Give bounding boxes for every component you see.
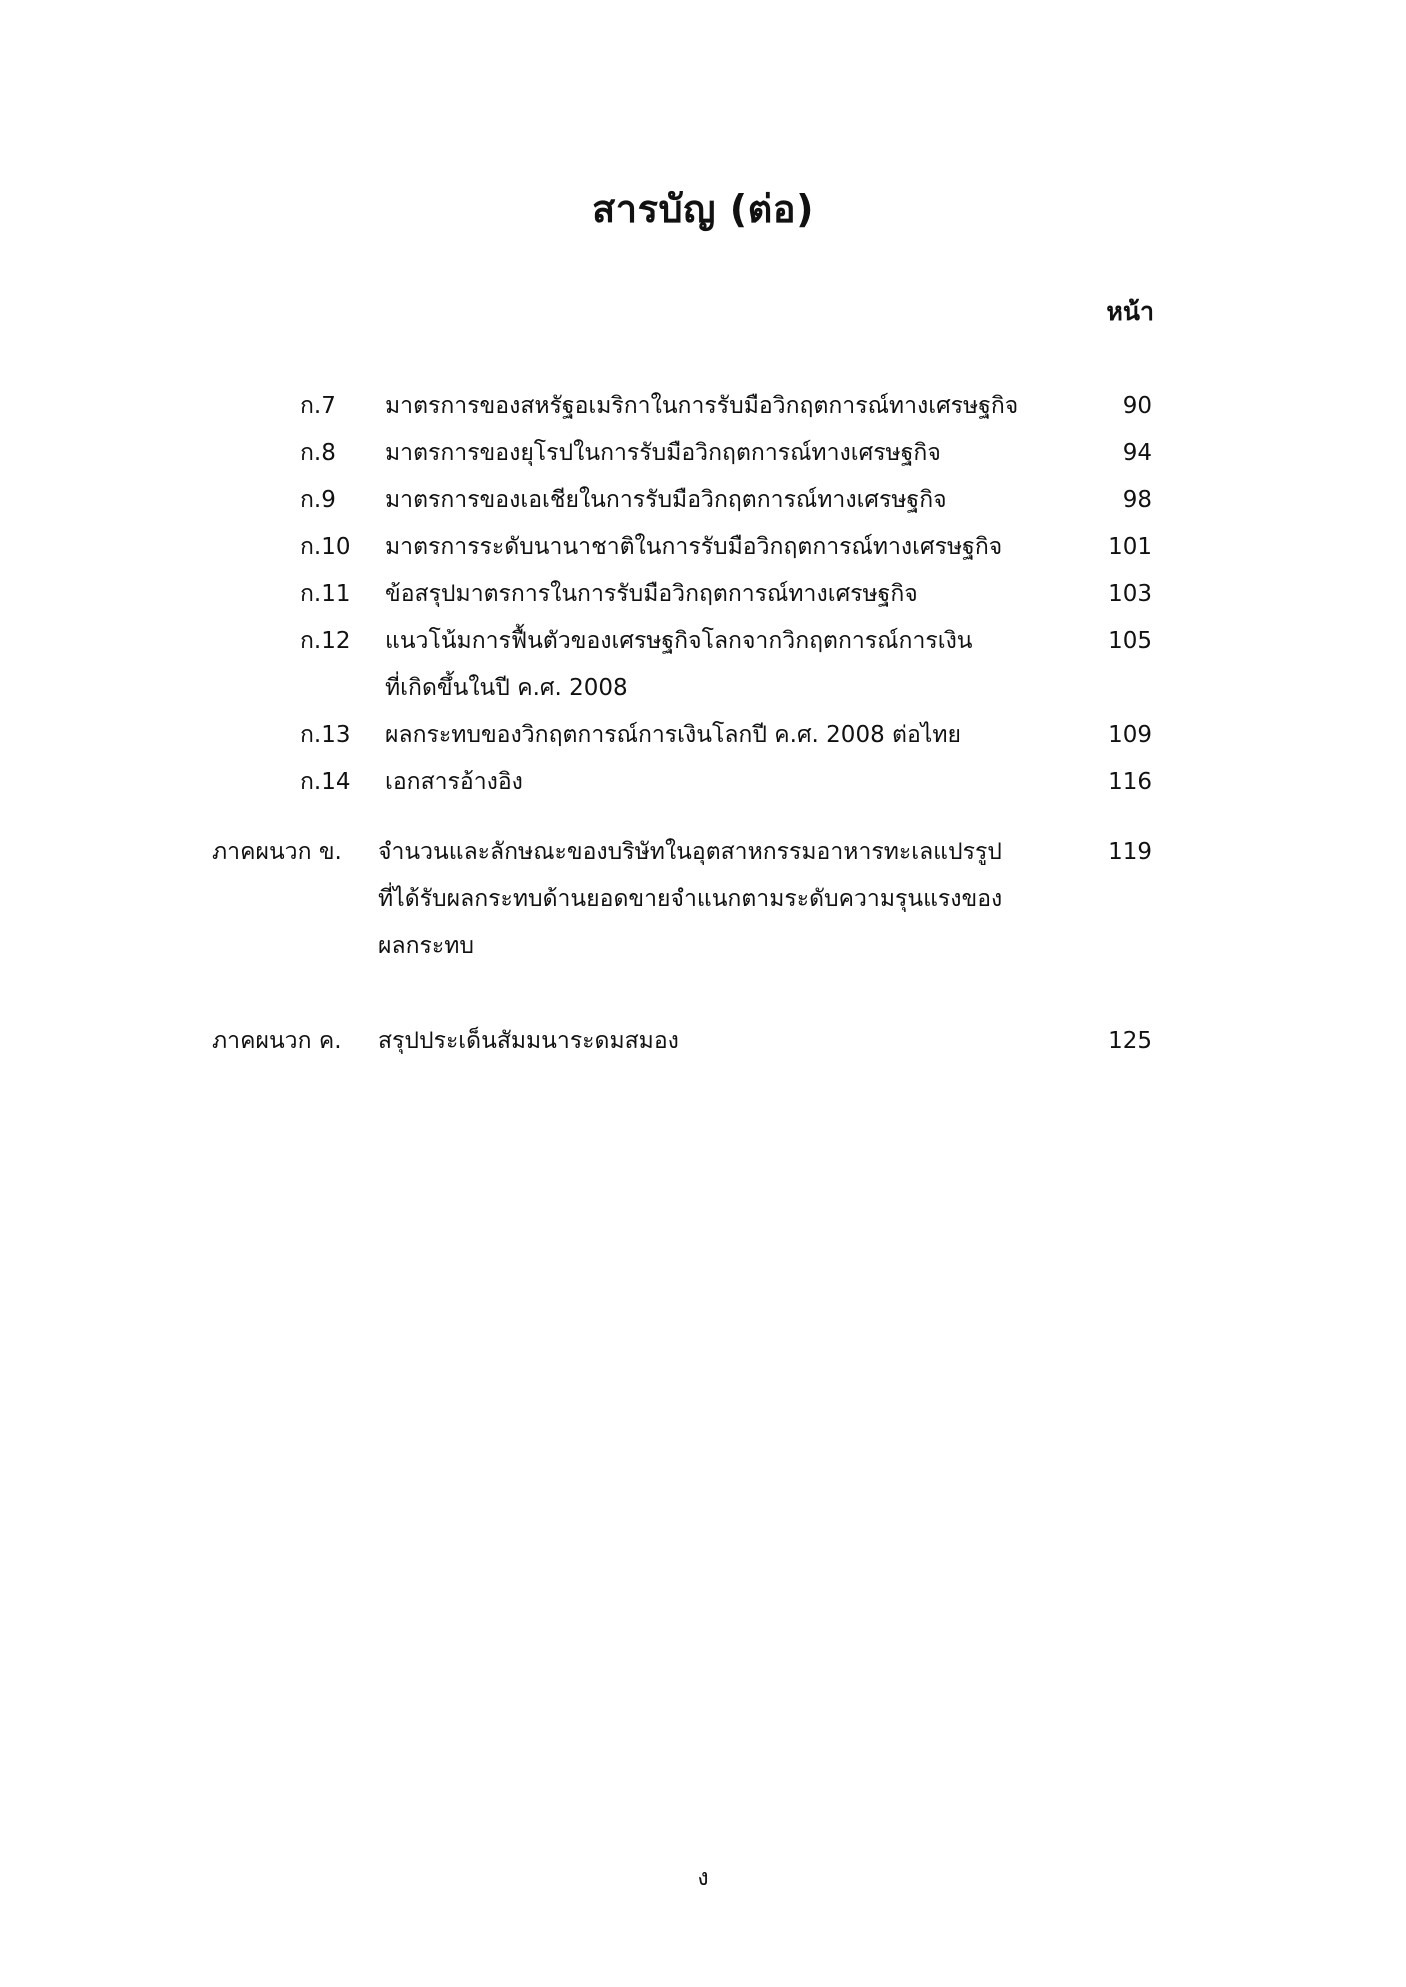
toc-entry-label: ก.10: [300, 534, 351, 560]
toc-entry-label: ก.13: [300, 722, 351, 748]
toc-entry: [0, 618, 1406, 712]
appendix-title-line: จำนวนและลักษณะของบริษัทในอุตสาหกรรมอาหารทะเลแปรรูป: [378, 839, 1002, 865]
toc-entry-label: ก.9: [300, 487, 336, 513]
toc-entry: [0, 571, 1406, 618]
toc-entry-title-line: ข้อสรุปมาตรการในการรับมือวิกฤตการณ์ทางเศรษฐกิจ: [385, 581, 918, 607]
toc-entry-page: 101: [1108, 534, 1152, 560]
toc-entry-title-line: มาตรการของสหรัฐอเมริกาในการรับมือวิกฤตการณ์ทางเศรษฐกิจ: [385, 393, 1019, 419]
toc-entry: [0, 759, 1406, 806]
toc-entry-title: [385, 618, 1045, 712]
toc-entry-title: [385, 477, 1045, 524]
appendix-label: ภาคผนวก ค.: [212, 1028, 342, 1054]
toc-entry: [0, 477, 1406, 524]
appendix-title-line: ที่ได้รับผลกระทบด้านยอดขายจำแนกตามระดับความรุนแรงของ: [378, 886, 1003, 912]
table-of-contents: [0, 383, 1406, 1065]
toc-entry: [0, 524, 1406, 571]
toc-entry-title-line: มาตรการของเอเชียในการรับมือวิกฤตการณ์ทางเศรษฐกิจ: [385, 487, 947, 513]
page-column-header: หน้า: [1106, 297, 1154, 326]
toc-entry-label: ก.14: [300, 769, 351, 795]
toc-entry-page: 90: [1122, 393, 1152, 419]
toc-entry-title-line: ผลกระทบของวิกฤตการณ์การเงินโลกปี ค.ศ. 2008 ต่อไทย: [385, 722, 961, 748]
toc-entry-title-line: แนวโน้มการฟื้นตัวของเศรษฐกิจโลกจากวิกฤตการณ์การเงิน: [385, 628, 973, 654]
appendix-entry: [0, 829, 1406, 970]
toc-entry: [0, 430, 1406, 477]
toc-entry-title: [385, 759, 1045, 806]
toc-entry-label: ก.7: [300, 393, 336, 419]
appendix-page: 125: [1108, 1028, 1152, 1054]
appendix-title-line: สรุปประเด็นสัมมนาระดมสมอง: [378, 1028, 679, 1054]
appendix-label: ภาคผนวก ข.: [212, 839, 342, 865]
toc-entry-title-line: มาตรการระดับนานาชาติในการรับมือวิกฤตการณ์ทางเศรษฐกิจ: [385, 534, 1003, 560]
toc-entry-page: 109: [1108, 722, 1152, 748]
appendix-title: [378, 829, 1058, 970]
toc-entry-title: [385, 430, 1045, 477]
toc-entry-label: ก.12: [300, 628, 351, 654]
appendix-title: [378, 1018, 1058, 1065]
appendix-title-line: ผลกระทบ: [378, 933, 474, 959]
appendix-entry: [0, 1018, 1406, 1065]
toc-entry-title: [385, 712, 1045, 759]
toc-entry-title: [385, 524, 1045, 571]
page-title: สารบัญ (ต่อ): [592, 187, 814, 231]
appendix-page: 119: [1108, 839, 1152, 865]
page-number: ง: [697, 1865, 709, 1891]
toc-entry-page: 116: [1108, 769, 1152, 795]
toc-entry-page: 103: [1108, 581, 1152, 607]
toc-entry: [0, 383, 1406, 430]
toc-entry-title-line: เอกสารอ้างอิง: [385, 769, 523, 795]
toc-entry-title: [385, 571, 1045, 618]
toc-entry-title: [385, 383, 1045, 430]
toc-entry-title-line: ที่เกิดขึ้นในปี ค.ศ. 2008: [385, 675, 628, 701]
toc-entry-label: ก.8: [300, 440, 336, 466]
toc-entry-page: 98: [1122, 487, 1152, 513]
toc-entry-page: 105: [1108, 628, 1152, 654]
toc-entry-label: ก.11: [300, 581, 351, 607]
toc-entry-page: 94: [1122, 440, 1152, 466]
toc-entry-title-line: มาตรการของยุโรปในการรับมือวิกฤตการณ์ทางเศรษฐกิจ: [385, 440, 941, 466]
toc-entry: [0, 712, 1406, 759]
